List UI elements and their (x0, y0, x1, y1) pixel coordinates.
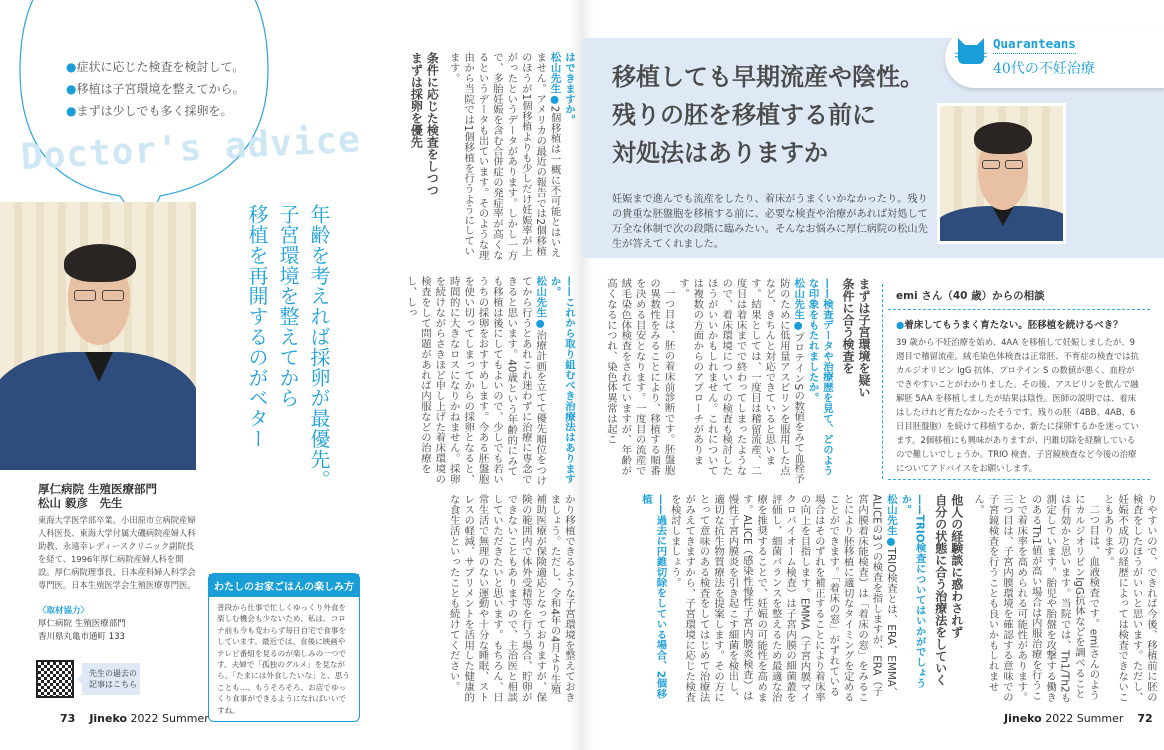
section-heading: 他人の経験談に惑わされず 自分の状態に合う治療法をしていく (933, 494, 964, 686)
bullet-icon: ● (66, 60, 77, 74)
advice-points (66, 56, 245, 122)
section-heading: 条件に応じた検査をしつつ まずは採卵を優先 (409, 52, 440, 196)
advice-point: ●移植は子宮環境を整えてから。 (66, 82, 245, 96)
home-meal-box (208, 573, 360, 722)
article-lead: 妊娠まで進んでも流産をしたり、着床がうまくいかなかったり。残りの貴重な胚盤胞を移植する前に、必要な検査や治療があれば対処して万全な体制で次の段階に臨みたい。そんなお悩みに厚仁病院の松山先生が答えてくれました。 (612, 194, 928, 250)
consultation-box (888, 284, 1150, 480)
article-band-left-1: はできますか。 松山先生●2個移植は一概に不可能とはいえません。アメリカの最近の報告では2個移植のほうが1個移植よりも少しだけ妊娠率が上がったというデータがあります。しかし一方で、多胎妊娠を含む合併症の発症率が高くなるというデータも出ています。そのような理由から当院では1個移植を行うようにしています。 条件に応じた検査をしつつ まずは採卵を優先 (384, 52, 576, 264)
interview-cooperation: 〈取材協力〉 厚仁病院 生殖医療部門 香川県丸亀市通町 133 (38, 606, 126, 642)
article-band-left-3: かり移植できるような子宮環境を整えておきましょう。ただし、令和4年の4月より生殖補助医療が保険適応となっておりますが、保険の範囲内で体外受精等を行う場合、貯卵ができないこともありますので、主治医と相談していただきたいと思います。もちろん、日常生活で無理のない運動や十分な睡眠、ストレスの軽減、サプリメントを活用した健康的な食生活といったことも続けてください。 (447, 494, 575, 702)
divider (882, 284, 883, 479)
article-title: 移植しても早期流産や陰性。 残りの胚を移植する前に 対処法はありますか (612, 62, 924, 167)
bullet-icon: ● (66, 104, 77, 118)
doctor-photo (0, 202, 196, 470)
cat-icon (955, 36, 987, 66)
doctor-caption (38, 482, 157, 510)
consultation-title: emi さん（40 歳）からの相談 (888, 284, 1150, 310)
home-meal-body: 普段から仕事で忙しくゆっくり外食を楽しむ機会も少ないため、私は、コロナ前も今も変わらず毎日自宅で食事をしています。最近では、食後に映画やテレビ番組を見るのが楽しみの一つです。夫婦で「孤独のグルメ」を見ながら、「たまには外食したいな」と、思うことも…。もうそろそろ、お店でゆっくり食事ができるようになればいいですね。 (217, 603, 350, 715)
home-meal-title: わたしのお家ごはんの楽しみ方 (209, 574, 359, 597)
section-heading: まずは子宮環境を疑い 条件に合う検査を (841, 278, 871, 398)
doctors-advice-watermark: Doctor's advice (19, 119, 362, 178)
doctor-affiliation: 厚仁病院 生殖医療部門 (38, 482, 158, 496)
advice-point: ●症状に応じた検査を検討して。 (66, 60, 245, 74)
doctor-portrait (937, 103, 1066, 244)
doctor-name: 松山 毅彦 先生 (38, 496, 123, 510)
footer-left: 73 Jineko 2022 Summer (60, 712, 209, 725)
bullet-icon: ● (896, 320, 905, 331)
article-band-left-2: ——これから取り組むべき治療法はありますか。 松山先生●治療計画を立てて優先順位をつけてから行うとあれこれ迷わずに治療に専念できると思います。40歳という年齢的にみても移植は後にしてもよいので、少しでも若いうちの採卵をおすすめします。今ある胚盤胞を使い切ってしまってからの採卵となると、時間的に大きなロスになりかねません。採卵を続けながらさきほど申し上げた着床環境の検査をして問題があれば内服などの治療をし、しっ (404, 276, 575, 486)
footer-right: Jineko 2022 Summer 72 (1004, 712, 1153, 725)
bullet-icon: ● (66, 82, 77, 96)
qr-note: 先生の過去の記事はこちら (82, 663, 140, 695)
advice-point: ●まずは少しでも多く採卵を。 (66, 104, 233, 118)
qr-code[interactable] (36, 660, 74, 698)
article-band-right-2: りやすいので、できれば今後、移植前に胚の検査をしたほうがいいと思います。ただし、妊娠不成功の経歴によっては検査できないこともあります。 二つ目は、血液検査です。emiさんのようにカルジオリピンIgG抗体などを調べることは有効かと思います。当院では、Th1/Th2も測定しています。胎児や胎盤を攻撃する働きのあるTh1値が高い場合は内服治療を行うことで着床率を高められる可能性があります。三つ目は、子宮内膜環境を確認する意味での子宮鏡検査を行うことも良いかもしれません。 他人の経験談に惑わされず 自分の状態に合う治療法をしていく ——TRIO検査についてはいかがでしょうか。 松山先生●TRIO検査とは、ERA、EMMA、ALICEの3つの検査を指しますが、ERA（子宮内膜着床能検査）は「着床の窓」をみることにより胚移植に適切なタイミングを定めることができます。「着床の窓」がずれている場合はそのずれを補正することにより着床率の向上を目指します。EMMA（子宮内膜マイクロバイオーム検査）は子宮内膜の細菌叢を評価し、細菌バランスを整えるため最適な治療を推奨することで、妊娠の可能性を高めます。ALICE（感染性慢性子宮内膜炎検査）は慢性子宮内膜炎を引き起こす細菌を検出し、適切な抗生物質療法を提案します。その方にとって意味のある検査をしてはじめて治療法がみえてきますから、子宮環境に応じた検査を検討しましょう。 ——過去に円錐切除をしている場合、2個移植 (640, 494, 1157, 703)
article-band-right-1: まずは子宮環境を疑い 条件に合う検査を ——検査データや治療歴を見て、どのような印象をもたれましたか。 松山先生●プロテインSの数値をみて血栓予防のために低用量アスピリンを服用した点など、きちんと対応できていると思います。結果としては、一度目は稽留流産、二度目は着床までで終わってしまったようなので、着床環境についての検査も検討したほうがいいかもしれません。これについては複数の方面からのアプローチがあります。 一つ目は、胚の着床前診断です。胚盤胞の異数性をみることにより、移植する順番を決める目安となります。一度目の流産で絨毛染色体検査をされていますが、年齢が高くなるにつれ、染色体異常は起こ (604, 278, 871, 484)
advice-headline: 年齢を考えれば採卵が最優先。 子宮環境を整えてから 移植を再開するのがベター (245, 204, 331, 490)
consultation-question: ●着床してもうまく育たない。胚移植を続けるべき？ (896, 320, 1123, 331)
consultation-body: 39 歳から不妊治療を始め、4AA を移植して妊娠しましたが、9週目で稽留流産。絨毛染色体検査は正常胚、不育症の検査では抗カルジオリピン IgG 抗体、プロテイン S の数値が悪く、血栓ができやすいことがわかりました。その後、アスピリンを飲んで融解胚 5AA を移植しましたが結果は陰性。医師の説明では、着床はしたけれど育たなかったそうです。残りの胚（4BB、4AB、6日目胚盤胞）を続けて移植するか、新たに採卵するかを迷っています。2個移植にも興味がありますが、円錐切除を経験しているので難しいでしょうか。TRIO 検査、子宮鏡検査など今後の治療についてアドバイスをお願いします。 (896, 337, 1139, 473)
series-badge: Quaranteans 40代の不妊治療 (945, 28, 1164, 88)
doctor-bio: 東海大学医学部卒業。小田原市立病院産婦人科医長、東海大学付属大磯病院産婦人科助教、永遠幸レディースクリニック副院長を経て、1996年厚仁病院産婦人科を開設。厚仁病院理事長。日本産科婦人科学会専門医。日本生殖医学会生殖医療専門医。 (38, 515, 196, 590)
